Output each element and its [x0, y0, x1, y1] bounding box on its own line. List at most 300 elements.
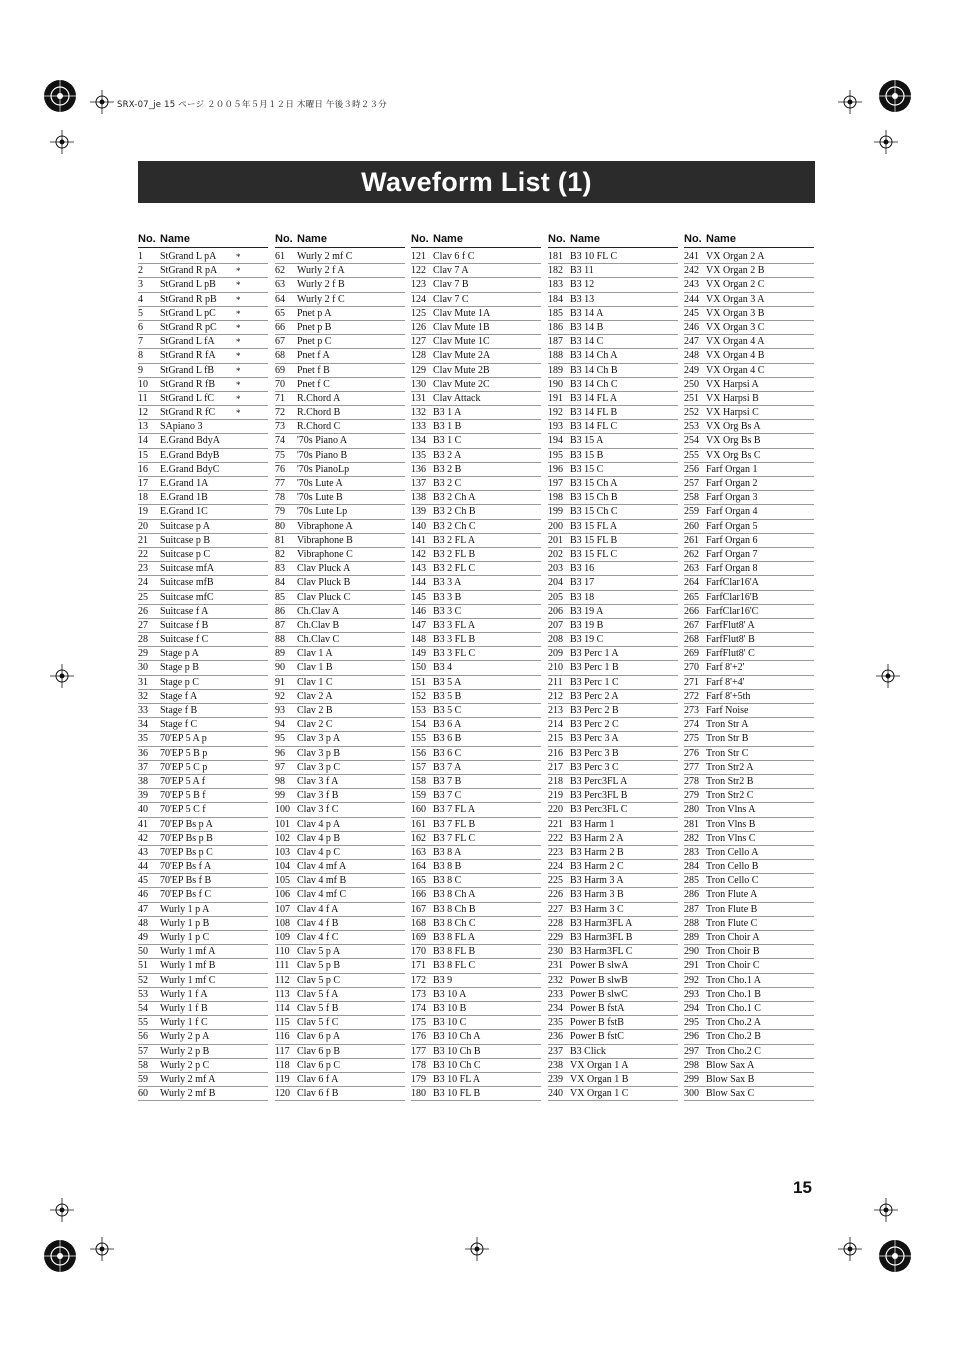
waveform-number: 248: [684, 350, 699, 362]
waveform-number: 98: [275, 775, 285, 787]
waveform-row: [684, 278, 814, 292]
waveform-number: 105: [275, 875, 290, 887]
waveform-row: [548, 406, 678, 420]
waveform-row: [684, 718, 814, 732]
waveform-row: [548, 633, 678, 647]
waveform-name: B3 1 C: [433, 435, 462, 447]
waveform-row: [684, 959, 814, 973]
waveform-row: [684, 591, 814, 605]
waveform-name: Stage f B: [160, 705, 198, 716]
waveform-row: [684, 832, 814, 846]
waveform-number: 148: [411, 634, 426, 646]
waveform-name: E.Grand BdyB: [160, 449, 220, 461]
waveform-number: 112: [275, 974, 290, 986]
waveform-number: 246: [684, 321, 699, 333]
waveform-row: [411, 647, 541, 661]
waveform-number: 163: [411, 846, 426, 858]
waveform-name: Suitcase p C: [160, 548, 210, 560]
waveform-row: [275, 335, 405, 349]
waveform-number: 19: [138, 506, 148, 518]
waveform-number: 92: [275, 690, 285, 702]
waveform-name: Clav 6 p B: [297, 1045, 341, 1057]
waveform-number: 79: [275, 506, 285, 518]
waveform-name: Wurly 2 p C: [160, 1059, 210, 1071]
waveform-row: [275, 477, 405, 491]
waveform-number: 124: [411, 293, 426, 305]
waveform-name: B3 4: [433, 662, 453, 674]
waveform-number: 236: [548, 1031, 563, 1043]
waveform-number: 146: [411, 605, 426, 617]
waveform-row: [548, 378, 678, 392]
waveform-number: 225: [548, 875, 563, 887]
waveform-name: 70'EP 5 B p: [160, 747, 208, 759]
waveform-row: [275, 661, 405, 675]
waveform-name: B3 7 C: [433, 790, 462, 802]
waveform-row: [138, 647, 268, 661]
waveform-row: [411, 576, 541, 590]
waveform-number: 197: [548, 478, 563, 489]
waveform-row: [548, 449, 678, 463]
waveform-row: [411, 945, 541, 959]
waveform-name: Clav 4 f A: [297, 903, 339, 915]
waveform-row: [684, 477, 814, 491]
waveform-name: B3 7 FL A: [433, 804, 476, 816]
waveform-row: [138, 278, 268, 292]
waveform-number: 288: [684, 917, 699, 929]
waveform-name: B3 Harm 2 B: [570, 846, 624, 858]
waveform-row: [548, 988, 678, 1002]
waveform-name: VX Organ 1 C: [570, 1088, 629, 1100]
waveform-number: 114: [275, 1002, 290, 1014]
waveform-row: [138, 1030, 268, 1044]
waveform-row: [411, 520, 541, 534]
waveform-name: Clav 4 mf B: [297, 875, 347, 887]
waveform-row: [411, 335, 541, 349]
crosshair-mark-icon: [50, 130, 74, 154]
waveform-row: [684, 406, 814, 420]
waveform-row: [411, 803, 541, 817]
waveform-number: 91: [275, 676, 285, 688]
waveform-number: 264: [684, 577, 699, 589]
waveform-row: [548, 463, 678, 477]
waveform-row: [138, 874, 268, 888]
waveform-number: 68: [275, 350, 285, 362]
waveform-name: Tron Choir A: [706, 932, 760, 943]
waveform-number: 220: [548, 804, 563, 816]
waveform-name: B3 10 C: [433, 1017, 467, 1029]
waveform-number: 89: [275, 648, 285, 660]
waveform-name: FarfClar16'B: [706, 591, 759, 603]
waveform-row: [548, 534, 678, 548]
waveform-row: [138, 364, 268, 378]
waveform-row: [548, 676, 678, 690]
waveform-row: [138, 307, 268, 321]
waveform-name: Clav 4 f B: [297, 917, 339, 929]
waveform-number: 279: [684, 790, 699, 802]
waveform-number: 177: [411, 1045, 426, 1057]
waveform-row: [138, 605, 268, 619]
waveform-name: Stage p A: [160, 648, 199, 660]
waveform-name: Power B fstA: [570, 1002, 625, 1014]
waveform-name: Tron Vlns A: [706, 804, 756, 816]
waveform-number: 83: [275, 563, 285, 575]
waveform-row: [275, 647, 405, 661]
waveform-name: B3 15 Ch A: [570, 478, 618, 489]
waveform-name: VX Org Bs B: [706, 435, 761, 447]
waveform-name: Ch.Clav B: [297, 619, 340, 631]
waveform-row: [548, 803, 678, 817]
waveform-row: [548, 945, 678, 959]
waveform-name: B3 6 B: [433, 733, 462, 745]
waveform-name: Clav 4 p B: [297, 832, 341, 844]
waveform-row: [684, 704, 814, 718]
waveform-row: [684, 605, 814, 619]
stereo-mark: *: [236, 266, 241, 277]
waveform-name: B3 2 FL C: [433, 563, 476, 575]
file-info-note: SRX-07_je 15 ページ ２００５年５月１２日 木曜日 午後３時２３分: [117, 100, 387, 110]
registration-mark-icon: [875, 1236, 915, 1276]
waveform-number: 59: [138, 1073, 148, 1085]
waveform-row: [411, 1059, 541, 1073]
waveform-number: 96: [275, 747, 285, 759]
column-header-name: Name: [706, 233, 736, 245]
waveform-name: B3 15 Ch B: [570, 492, 618, 504]
waveform-row: [138, 945, 268, 959]
waveform-number: 61: [275, 251, 285, 262]
waveform-number: 108: [275, 917, 290, 929]
waveform-number: 82: [275, 548, 285, 560]
waveform-row: [411, 449, 541, 463]
waveform-row: [548, 1030, 678, 1044]
waveform-row: [275, 846, 405, 860]
waveform-number: 63: [275, 279, 285, 291]
waveform-row: [411, 718, 541, 732]
waveform-row: [411, 903, 541, 917]
waveform-number: 27: [138, 619, 148, 631]
waveform-number: 204: [548, 577, 563, 589]
waveform-row: [275, 931, 405, 945]
crosshair-mark-icon: [874, 130, 898, 154]
waveform-row: [411, 591, 541, 605]
waveform-number: 199: [548, 506, 563, 518]
crosshair-mark-icon: [465, 1237, 489, 1261]
waveform-number: 157: [411, 761, 426, 773]
waveform-name: B3 12: [570, 279, 595, 291]
waveform-number: 22: [138, 548, 148, 560]
waveform-number: 20: [138, 520, 148, 532]
waveform-column: [275, 232, 405, 1101]
waveform-row: [548, 576, 678, 590]
waveform-number: 64: [275, 293, 285, 305]
stereo-mark: *: [236, 322, 241, 333]
waveform-number: 95: [275, 733, 285, 745]
waveform-row: [684, 449, 814, 463]
waveform-name: 70'EP 5 A f: [160, 775, 206, 787]
waveform-row: [138, 264, 268, 278]
waveform-number: 71: [275, 392, 285, 404]
waveform-name: B3 8 FL B: [433, 946, 476, 958]
waveform-number: 154: [411, 719, 426, 731]
waveform-name: B3 14 FL A: [570, 392, 618, 404]
waveform-row: [275, 576, 405, 590]
waveform-name: StGrand R fB: [160, 378, 215, 390]
waveform-number: 47: [138, 903, 148, 915]
waveform-name: StGrand L fA: [160, 336, 215, 348]
waveform-name: B3 5 A: [433, 676, 462, 688]
waveform-row: [548, 1087, 678, 1101]
waveform-row: [684, 1087, 814, 1101]
waveform-name: B3 10 B: [433, 1002, 467, 1014]
waveform-name: B3 15 FL A: [570, 520, 618, 532]
waveform-row: [275, 1045, 405, 1059]
waveform-number: 1: [138, 251, 143, 262]
waveform-number: 152: [411, 690, 426, 702]
waveform-number: 32: [138, 690, 148, 702]
waveform-row: [548, 548, 678, 562]
waveform-row: [548, 1073, 678, 1087]
waveform-name: B3 15 B: [570, 449, 604, 461]
waveform-row: [548, 832, 678, 846]
waveform-name: Suitcase mfC: [160, 591, 214, 603]
waveform-row: [138, 619, 268, 633]
waveform-number: 140: [411, 520, 426, 532]
waveform-number: 194: [548, 435, 563, 447]
waveform-row: [548, 931, 678, 945]
waveform-name: Tron Cello B: [706, 861, 759, 873]
waveform-number: 52: [138, 974, 148, 986]
waveform-name: Clav 4 p A: [297, 818, 341, 830]
waveform-name: B3 8 Ch C: [433, 917, 476, 929]
waveform-name: Blow Sax B: [706, 1073, 755, 1085]
waveform-row: [411, 818, 541, 832]
waveform-number: 191: [548, 392, 563, 404]
waveform-number: 274: [684, 719, 699, 731]
waveform-number: 17: [138, 478, 148, 489]
waveform-name: B3 Perc 3 C: [570, 761, 619, 773]
waveform-row: [684, 293, 814, 307]
waveform-name: Clav Pluck C: [297, 591, 351, 603]
waveform-row: [548, 392, 678, 406]
waveform-row: [411, 505, 541, 519]
waveform-number: 198: [548, 492, 563, 504]
column-header-name: Name: [297, 233, 327, 245]
waveform-name: B3 Perc 1 C: [570, 676, 619, 688]
waveform-name: B3 10 Ch A: [433, 1031, 481, 1043]
waveform-row: [275, 406, 405, 420]
waveform-row: [411, 789, 541, 803]
waveform-name: Clav 4 f C: [297, 932, 339, 943]
waveform-name: Farf 8'+4': [706, 676, 745, 688]
waveform-number: 195: [548, 449, 563, 461]
waveform-name: B3 6 A: [433, 719, 462, 731]
waveform-number: 212: [548, 690, 563, 702]
waveform-row: [411, 491, 541, 505]
waveform-name: Clav Attack: [433, 392, 481, 404]
waveform-name: B3 8 FL C: [433, 960, 476, 972]
waveform-number: 271: [684, 676, 699, 688]
waveform-number: 11: [138, 392, 148, 404]
waveform-number: 77: [275, 478, 285, 489]
waveform-row: [548, 264, 678, 278]
waveform-row: [548, 562, 678, 576]
waveform-number: 58: [138, 1059, 148, 1071]
waveform-number: 292: [684, 974, 699, 986]
waveform-name: Ch.Clav C: [297, 634, 340, 646]
waveform-number: 147: [411, 619, 426, 631]
waveform-name: B3 17: [570, 577, 595, 589]
waveform-name: Clav 7 A: [433, 265, 469, 277]
waveform-number: 283: [684, 846, 699, 858]
waveform-row: [411, 562, 541, 576]
waveform-row: [684, 1045, 814, 1059]
waveform-name: Clav 5 p C: [297, 974, 341, 986]
waveform-number: 144: [411, 577, 426, 589]
waveform-number: 153: [411, 705, 426, 716]
waveform-name: B3 11: [570, 265, 594, 277]
waveform-row: [138, 449, 268, 463]
waveform-name: B3 14 A: [570, 307, 604, 319]
waveform-name: B3 14 Ch B: [570, 364, 618, 376]
waveform-name: Power B slwC: [570, 988, 628, 1000]
waveform-number: 16: [138, 463, 148, 475]
waveform-name: '70s Lute A: [297, 478, 343, 489]
waveform-number: 241: [684, 251, 699, 262]
waveform-row: [684, 520, 814, 534]
waveform-name: 70'EP Bs f C: [160, 889, 212, 901]
waveform-number: 111: [275, 960, 290, 972]
waveform-name: Wurly 2 p B: [160, 1045, 210, 1057]
waveform-name: Wurly 2 f B: [297, 279, 345, 291]
waveform-row: [275, 349, 405, 363]
waveform-row: [411, 761, 541, 775]
waveform-name: Power B slwB: [570, 974, 628, 986]
waveform-row: [275, 761, 405, 775]
waveform-row: [548, 846, 678, 860]
waveform-row: [138, 293, 268, 307]
waveform-number: 272: [684, 690, 699, 702]
waveform-row: [275, 974, 405, 988]
waveform-name: StGrand L pA: [160, 251, 217, 262]
waveform-row: [548, 974, 678, 988]
waveform-row: [275, 1016, 405, 1030]
waveform-name: FarfClar16'C: [706, 605, 759, 617]
waveform-number: 209: [548, 648, 563, 660]
waveform-name: Wurly 2 f A: [297, 265, 345, 277]
waveform-number: 60: [138, 1088, 148, 1100]
waveform-name: Stage f A: [160, 690, 198, 702]
waveform-row: [548, 605, 678, 619]
waveform-row: [275, 690, 405, 704]
waveform-row: [275, 548, 405, 562]
waveform-row: [275, 1059, 405, 1073]
waveform-name: B3 Harm3FL C: [570, 946, 633, 958]
waveform-name: B3 2 Ch C: [433, 520, 476, 532]
waveform-number: 29: [138, 648, 148, 660]
waveform-number: 269: [684, 648, 699, 660]
waveform-number: 213: [548, 705, 563, 716]
waveform-number: 39: [138, 790, 148, 802]
waveform-number: 249: [684, 364, 699, 376]
waveform-row: [411, 264, 541, 278]
waveform-name: B3 6 C: [433, 747, 462, 759]
waveform-number: 36: [138, 747, 148, 759]
waveform-number: 50: [138, 946, 148, 958]
waveform-name: VX Organ 2 C: [706, 279, 765, 291]
waveform-name: 70'EP 5 B f: [160, 790, 206, 802]
waveform-name: SApiano 3: [160, 421, 203, 433]
waveform-row: [411, 775, 541, 789]
waveform-number: 69: [275, 364, 285, 376]
waveform-number: 216: [548, 747, 563, 759]
waveform-name: Wurly 1 mf B: [160, 960, 216, 972]
waveform-row: [684, 1059, 814, 1073]
waveform-number: 183: [548, 279, 563, 291]
waveform-name: VX Organ 4 B: [706, 350, 765, 362]
waveform-row: [548, 647, 678, 661]
waveform-name: B3 5 C: [433, 705, 462, 716]
waveform-number: 291: [684, 960, 699, 972]
waveform-row: [684, 1016, 814, 1030]
waveform-number: 284: [684, 861, 699, 873]
waveform-number: 134: [411, 435, 426, 447]
waveform-row: [275, 888, 405, 902]
waveform-number: 45: [138, 875, 148, 887]
waveform-row: [275, 463, 405, 477]
waveform-number: 219: [548, 790, 563, 802]
waveform-row: [138, 903, 268, 917]
waveform-number: 255: [684, 449, 699, 461]
waveform-number: 57: [138, 1045, 148, 1057]
waveform-name: Clav 6 f B: [297, 1088, 339, 1100]
waveform-number: 18: [138, 492, 148, 504]
waveform-number: 106: [275, 889, 290, 901]
waveform-number: 223: [548, 846, 563, 858]
waveform-name: B3 7 FL B: [433, 818, 476, 830]
waveform-row: [411, 676, 541, 690]
waveform-name: Farf Organ 8: [706, 563, 758, 575]
waveform-name: '70s Lute Lp: [297, 506, 348, 518]
waveform-number: 232: [548, 974, 563, 986]
waveform-row: [275, 633, 405, 647]
waveform-row: [138, 974, 268, 988]
waveform-row: [138, 392, 268, 406]
waveform-row: [275, 874, 405, 888]
waveform-number: 228: [548, 917, 563, 929]
waveform-row: [138, 1087, 268, 1101]
waveform-row: [411, 605, 541, 619]
waveform-name: VX Harpsi B: [706, 392, 759, 404]
waveform-name: Clav 3 f B: [297, 790, 339, 802]
waveform-row: [275, 392, 405, 406]
stereo-mark: *: [236, 365, 241, 376]
waveform-name: Clav 5 p A: [297, 946, 341, 958]
waveform-row: [411, 364, 541, 378]
waveform-number: 256: [684, 463, 699, 475]
waveform-name: Suitcase f C: [160, 634, 209, 646]
waveform-name: StGrand R pC: [160, 321, 217, 333]
waveform-name: B3 19 C: [570, 634, 604, 646]
waveform-name: B3 Perc 1 A: [570, 648, 619, 660]
waveform-name: FarfFlut8' C: [706, 648, 755, 660]
waveform-row: [411, 931, 541, 945]
waveform-row: [275, 449, 405, 463]
waveform-number: 75: [275, 449, 285, 461]
column-header-name: Name: [160, 233, 190, 245]
waveform-name: Clav 4 mf C: [297, 889, 347, 901]
waveform-number: 122: [411, 265, 426, 277]
stereo-mark: *: [236, 408, 241, 419]
waveform-name: B3 3 C: [433, 605, 462, 617]
